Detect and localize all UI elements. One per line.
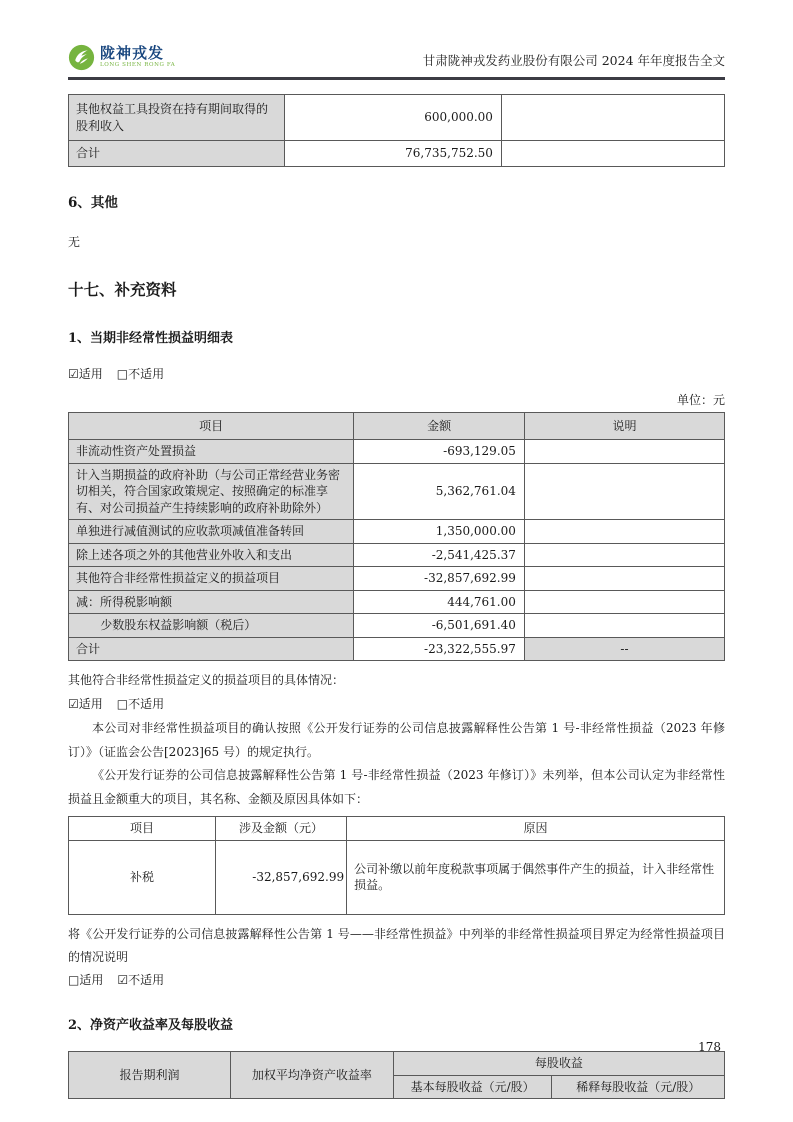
table-header-row: [69, 413, 725, 440]
row-item-label: 非流动性资产处置损益: [69, 440, 354, 464]
row-amount: 76,735,752.50: [285, 141, 501, 167]
row-note: [524, 520, 724, 544]
report-title: 甘肃陇神戎发药业股份有限公司 2024 年年度报告全文: [422, 53, 725, 68]
checkbox-not-applicable: □不适用: [116, 367, 165, 381]
other-items-detail-line: 其他符合非经常性损益定义的损益项目的具体情况：: [68, 673, 345, 688]
table-row: [69, 567, 725, 591]
col-header-amount: 涉及金额（元）: [215, 817, 346, 841]
row-note: [524, 463, 724, 520]
classification-note: [68, 923, 725, 970]
roe-eps-table: [68, 1051, 725, 1099]
subsection-heading-2: 2、净资产收益率及每股收益: [68, 1018, 234, 1034]
table-row: [69, 520, 725, 544]
row-item-label: 补税: [69, 840, 216, 914]
company-logo-icon: [68, 44, 95, 71]
row-amount: 600,000.00: [285, 95, 501, 141]
row-note: [501, 141, 724, 167]
row-amount: -6,501,691.40: [354, 614, 525, 638]
col-header-reason: 原因: [347, 817, 725, 841]
row-amount: -32,857,692.99: [354, 567, 525, 591]
table-row: [69, 590, 725, 614]
row-note: [524, 543, 724, 567]
row-item-label: 其他权益工具投资在持有期间取得的股利收入: [69, 95, 285, 141]
col-header-diluted-eps: 稀释每股收益（元/股）: [552, 1075, 725, 1099]
checkbox-not-applicable: ☑不适用: [117, 973, 165, 988]
row-item-label: 合计: [69, 141, 285, 167]
col-header-weighted-roe: 加权平均净资产收益率: [231, 1052, 394, 1099]
table-row: [69, 543, 725, 567]
logo-chinese-text: 陇神戎发: [100, 44, 165, 63]
table-header-row: [69, 817, 725, 841]
row-amount: 444,761.00: [354, 590, 525, 614]
explanatory-paragraphs: [68, 717, 725, 811]
non-recurring-items-table: [68, 412, 725, 661]
checkbox-applicable: □适用: [68, 973, 104, 988]
col-header-item: 项目: [69, 413, 354, 440]
logo-english-text: LONG SHEN RONG FA: [100, 62, 176, 69]
col-header-item: 项目: [69, 817, 216, 841]
applicability-line-3: [68, 971, 725, 988]
row-amount: -23,322,555.97: [354, 637, 525, 661]
row-amount: -2,541,425.37: [354, 543, 525, 567]
row-item-label: 计入当期损益的政府补助（与公司正常经营业务密切相关，符合国家政策规定、按照确定的标准享有、对公司损益产生持续影响的政府补助除外）: [69, 463, 354, 520]
checkbox-not-applicable: □不适用: [116, 697, 165, 712]
col-header-basic-eps: 基本每股收益（元/股）: [393, 1075, 552, 1099]
col-header-eps-group: 每股收益: [393, 1052, 724, 1076]
paragraph-unlisted-items: 《公开发行证券的公司信息披露解释性公告第 1 号-非经常性损益（2023 年修订）》未列举，但本公司认定为非经常性损益且金额重大的项目，其名称、金额及原因具体如下：: [68, 768, 725, 806]
paragraph-recognition-basis: 本公司对非经常性损益项目的确认按照《公开发行证券的公司信息披露解释性公告第 1 号-非经常性损益（2023 年修订）》（证监会公告[2023]65 号）的规定执行。: [68, 721, 725, 759]
row-note: --: [524, 637, 724, 661]
row-item-label: 除上述各项之外的其他营业外收入和支出: [69, 543, 354, 567]
row-note: [524, 567, 724, 591]
checkbox-applicable: ☑适用: [68, 367, 103, 381]
header-divider: [68, 77, 725, 80]
company-logo: [68, 44, 175, 71]
row-item-label: 合计: [69, 637, 354, 661]
dividend-income-table: [68, 94, 725, 167]
table-row-total: [69, 637, 725, 661]
row-item-label: 少数股东权益影响额（税后）: [69, 614, 354, 638]
table-row-total: [69, 141, 725, 167]
row-reason: 公司补缴以前年度税款事项属于偶然事件产生的损益，计入非经常性损益。: [347, 840, 725, 914]
row-note: [501, 95, 724, 141]
table-row: [69, 95, 725, 141]
page-header: [68, 44, 725, 77]
unit-label: 单位：元: [676, 393, 725, 407]
row-note: [524, 614, 724, 638]
applicability-line-1: [68, 365, 725, 382]
applicability-line-2: [68, 695, 725, 712]
row-amount: -32,857,692.99: [215, 840, 346, 914]
row-note: [524, 440, 724, 464]
row-item-label: 其他符合非经常性损益定义的损益项目: [69, 567, 354, 591]
row-item-label: 减：所得税影响额: [69, 590, 354, 614]
table-row: [69, 463, 725, 520]
material-items-reason-table: [68, 816, 725, 915]
col-header-amount: 金额: [354, 413, 525, 440]
row-note: [524, 590, 724, 614]
table-row: [69, 614, 725, 638]
table-row: [69, 840, 725, 914]
row-item-label: 单独进行减值测试的应收款项减值准备转回: [69, 520, 354, 544]
table-header-row: [69, 1052, 725, 1076]
col-header-period-profit: 报告期利润: [69, 1052, 231, 1099]
section-heading-17: 十七、补充资料: [68, 280, 177, 299]
row-amount: 1,350,000.00: [354, 520, 525, 544]
section-heading-6: 6、其他: [68, 195, 118, 211]
section-6-body: 无: [68, 235, 81, 249]
row-amount: 5,362,761.04: [354, 463, 525, 520]
paragraph-classification: 将《公开发行证券的公司信息披露解释性公告第 1 号——非经常性损益》中列举的非经常性损益项目界定为经常性损益项目的情况说明: [68, 926, 725, 964]
checkbox-applicable: ☑适用: [68, 697, 103, 712]
row-amount: -693,129.05: [354, 440, 525, 464]
table-row: [69, 440, 725, 464]
col-header-note: 说明: [524, 413, 724, 440]
page-number: 178: [698, 1040, 721, 1054]
subsection-heading-1: 1、当期非经常性损益明细表: [68, 331, 234, 346]
